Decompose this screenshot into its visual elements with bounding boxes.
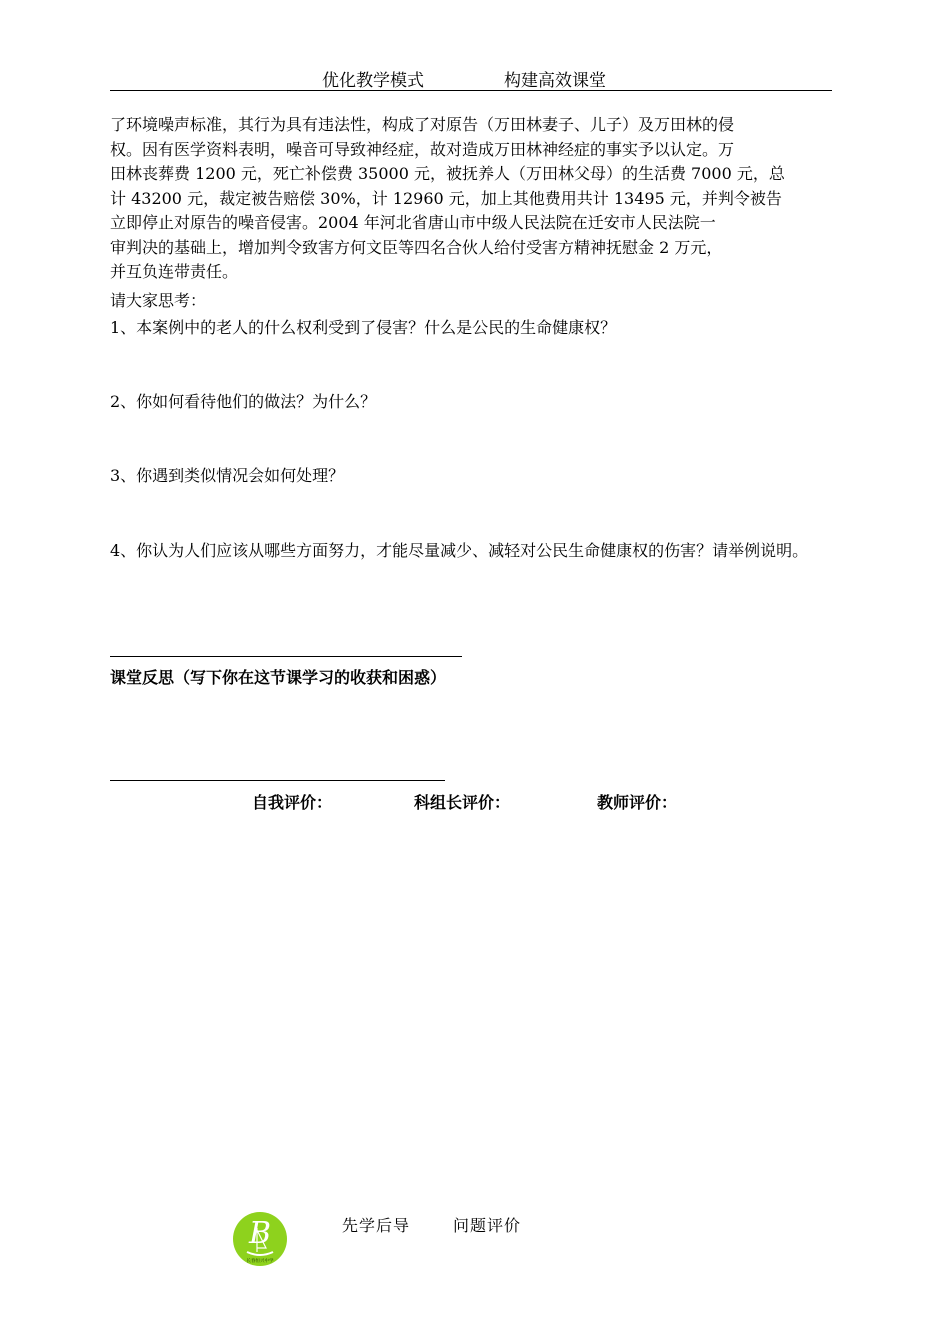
question-4: 4、你认为人们应该从哪些方面努力，才能尽量减少、减轻对公民生命健康权的伤害？请举例说明。 <box>110 541 809 560</box>
school-logo <box>233 1212 287 1266</box>
case-text <box>110 113 834 285</box>
school-logo-icon <box>233 1212 287 1266</box>
reflection-title: 课堂反思（写下你在这节课学习的收获和困惑） <box>110 668 447 687</box>
case-text-line: 审判决的基础上，增加判令致害方何文臣等四名合伙人给付受害方精神抚慰金 2 万元， <box>110 237 723 257</box>
case-text-line: 田林丧葬费 1200 元，死亡补偿费 35000 元，被抚养人（万田林父母）的生活费 7000 元，总 <box>110 164 785 183</box>
leader-evaluation-label: 科组长评价： <box>414 793 511 812</box>
self-evaluation-label: 自我评价： <box>252 793 333 812</box>
question-1: 1、本案例中的老人的什么权利受到了侵害？什么是公民的生命健康权？ <box>110 318 617 337</box>
footer-left-text: 先学后导 <box>342 1216 411 1235</box>
header-left-title: 优化教学模式 <box>322 71 424 91</box>
case-text-line: 权。因有医学资料表明，噪音可导致神经症，故对造成万田林神经症的事实予以认定。万 <box>110 139 735 159</box>
divider-line <box>110 656 462 657</box>
case-text-line: 了环境噪声标准，其行为具有违法性，构成了对原告（万田林妻子、儿子）及万田林的侵 <box>110 115 735 134</box>
case-text-line: 立即停止对原告的噪音侵害。2004 年河北省唐山市中级人民法院在迁安市人民法院一 <box>110 213 716 232</box>
page-header <box>110 62 832 91</box>
think-prompt: 请大家思考： <box>110 291 207 310</box>
question-2: 2、你如何看待他们的做法？为什么？ <box>110 392 377 411</box>
svg-text:B: B <box>248 1216 272 1251</box>
case-text-line: 计 43200 元，裁定被告赔偿 30%，计 12960 元，加上其他费用共计 13495 元，并判令被告 <box>110 188 782 208</box>
footer-right-text: 问题评价 <box>453 1216 522 1235</box>
question-3: 3、你遇到类似情况会如何处理？ <box>110 466 345 485</box>
header-right-title: 构建高效课堂 <box>504 71 606 91</box>
svg-text:长春恒兴中学: 长春恒兴中学 <box>246 1259 274 1264</box>
teacher-evaluation-label: 教师评价： <box>597 793 678 812</box>
case-text-line: 并互负连带责任。 <box>110 262 239 281</box>
divider-line <box>110 780 445 781</box>
